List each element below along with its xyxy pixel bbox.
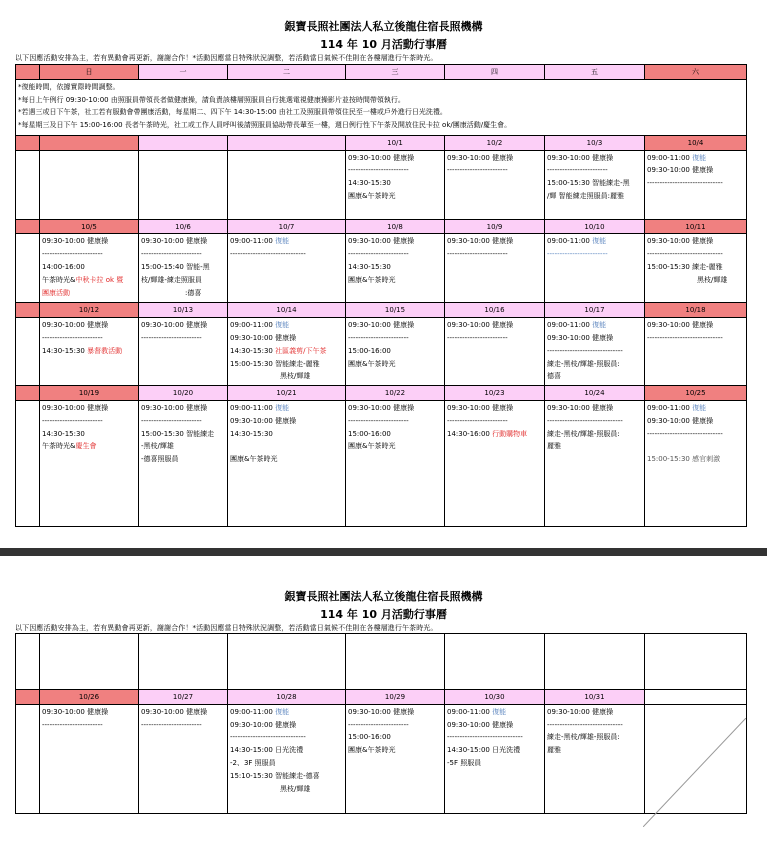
weekday-thu: 四 [445, 65, 545, 80]
event-line: 09:00-11:00 復能 [647, 403, 707, 412]
event-line: ------------------------ [547, 250, 608, 259]
date-cell: 10/5 [40, 219, 139, 234]
events-row [16, 318, 747, 386]
day-cell [139, 318, 228, 386]
event-line: 09:30-10:00 健康操 [447, 720, 514, 729]
date-cell: 10/12 [40, 303, 139, 318]
date-cell: 10/19 [40, 386, 139, 401]
date-cell: 10/16 [445, 303, 545, 318]
date-cell: 10/7 [228, 219, 346, 234]
event-line: ------------------------------ [547, 416, 623, 425]
event-line: ------------------------------ [230, 733, 306, 742]
event-line: 09:30-10:00 健康操 [348, 321, 415, 330]
event-line: 團康活動 [42, 288, 70, 297]
event-line: -德喜照服員 [141, 455, 179, 464]
day-cell [40, 400, 139, 526]
date-row [16, 135, 747, 150]
event-line: 14:30-15:30 [42, 429, 85, 438]
event-line: 團康&午茶時光 [348, 359, 396, 368]
day-cell [545, 400, 645, 526]
event-line: 15:00-15:30 感官刺激 [647, 455, 721, 464]
day-cell [445, 234, 545, 303]
event-line: ------------------------ [348, 166, 409, 175]
event-line: 09:00-11:00 復能 [547, 237, 607, 246]
date-cell: 10/9 [445, 219, 545, 234]
event-line: 14:30-15:30 暴督教活動 [42, 346, 123, 355]
event-line: 09:30-10:00 健康操 [230, 720, 297, 729]
org-title: 銀寶長照社團法人私立後龍住宿長照機構 [284, 20, 483, 33]
event-line: 14:30-15:30 [348, 262, 391, 271]
event-line: ------------------------ [141, 720, 202, 729]
event-line: 09:30-10:00 健康操 [447, 403, 514, 412]
event-line: -黑枝/輝雄 [141, 442, 174, 451]
calendar-table-page1 [15, 64, 747, 527]
event-line: 09:30-10:00 健康操 [230, 416, 297, 425]
event-line: 15:00-15:40 智能-黑 [141, 262, 210, 271]
event-line: ------------------------------ [647, 333, 723, 342]
event-line: 09:30-10:00 健康操 [647, 237, 714, 246]
event-line: 14:30-15:30 [348, 179, 391, 188]
date-cell [228, 135, 346, 150]
event-line: ------------------------ [447, 416, 508, 425]
event-line: 09:30-10:00 健康操 [230, 333, 297, 342]
event-line [647, 440, 744, 453]
event-line: 團康&午茶時光 [230, 455, 278, 464]
day-cell [645, 234, 747, 303]
day-cell [228, 234, 346, 303]
day-cell [545, 234, 645, 303]
event-line: 09:00-11:00 復能 [230, 403, 290, 412]
event-line: ------------------------ [141, 333, 202, 342]
weekday-fri: 五 [545, 65, 645, 80]
event-line: ------------------------------ [447, 733, 523, 742]
event-line: 09:30-10:00 健康操 [348, 237, 415, 246]
day-cell [346, 150, 445, 219]
event-line: ------------------------ [42, 720, 103, 729]
event-line: 09:30-10:00 健康操 [547, 153, 614, 162]
day-cell [228, 150, 346, 219]
event-line: 09:30-10:00 健康操 [348, 707, 415, 716]
event-line: -2、3F 照服員 [230, 758, 276, 767]
date-cell: 10/21 [228, 386, 346, 401]
weekday-header-row [16, 65, 747, 80]
events-row [16, 234, 747, 303]
weekday-sat: 六 [645, 65, 747, 80]
event-line: 09:00-11:00 復能 [230, 707, 290, 716]
date-cell: 10/6 [139, 219, 228, 234]
date-cell: 10/30 [445, 690, 545, 705]
date-cell: 10/13 [139, 303, 228, 318]
event-line: ------------------------ [447, 250, 508, 259]
event-line: 黑枝/輝雄 [280, 784, 311, 793]
event-line: 09:30-10:00 健康操 [447, 153, 514, 162]
note-line: *每星期三及日下午 15:00-16:00 長者午茶時光，社工或工作人員呼叫後請照服員協助帶長輩至一樓，週日例行性下午茶及開放住民卡拉 ok/團康活動/慶生會。 [18, 121, 512, 130]
event-line: ------------------------ [42, 333, 103, 342]
event-line: ------------------------------ [647, 179, 723, 188]
event-line: 15:00-15:30 練走-麗雅 [647, 262, 723, 271]
event-line: 午茶時光&中秋卡拉 ok 暨 [42, 275, 124, 284]
event-line: 15:00-15:30 智能練走-麗雅 [230, 359, 320, 368]
date-cell: 10/14 [228, 303, 346, 318]
event-line: ------------------------ [447, 333, 508, 342]
event-line: ------------------------------ [230, 250, 306, 259]
date-cell [40, 135, 139, 150]
weekday-mon: 一 [139, 65, 228, 80]
event-line: 麗雅 [547, 746, 561, 755]
event-line: 09:30-10:00 健康操 [42, 403, 109, 412]
event-line: ------------------------ [447, 166, 508, 175]
date-cell: 10/24 [545, 386, 645, 401]
event-line: 15:00-16:00 [348, 346, 391, 355]
date-cell: 10/1 [346, 135, 445, 150]
day-cell [445, 400, 545, 526]
event-line: 09:00-11:00 復能 [230, 237, 290, 246]
event-line: 麗雅 [547, 442, 561, 451]
event-line: 09:00-11:00 復能 [447, 707, 507, 716]
day-cell [346, 234, 445, 303]
event-line: 團康&午茶時光 [348, 442, 396, 451]
event-line: ------------------------------ [547, 346, 623, 355]
event-line: ------------------------ [547, 166, 608, 175]
event-line: 09:30-10:00 健康操 [141, 707, 208, 716]
date-row [16, 690, 747, 705]
date-row [16, 219, 747, 234]
event-line: 09:30-10:00 健康操 [141, 321, 208, 330]
day-cell [346, 704, 445, 813]
note-line: *每日上午例行 09:30-10:00 由照服員帶領長者做健康操，請負責該樓層照服員自行挑選電視健康操影片並按時間帶領執行。 [18, 95, 405, 104]
event-line: 午茶時光&慶生會 [42, 442, 97, 451]
event-line: ------------------------ [348, 416, 409, 425]
date-cell: 10/27 [139, 690, 228, 705]
date-cell: 10/2 [445, 135, 545, 150]
event-line: 黑枝/輝雄 [697, 275, 728, 284]
day-cell [645, 400, 747, 526]
event-line: ------------------------ [141, 416, 202, 425]
event-line: 枝/輝雄-練走照服員 [141, 275, 202, 284]
note-line: *復能時間，依據實際時間調整。 [18, 82, 120, 91]
date-cell: 10/4 [645, 135, 747, 150]
event-line: 09:30-10:00 健康操 [141, 237, 208, 246]
event-line: ------------------------------ [547, 720, 623, 729]
date-cell: 10/20 [139, 386, 228, 401]
top-note-page2: 以下因應活動安排為主，若有異動會再更新，謝謝合作！*活動因應當日特殊狀況調整，若活動當日氣候不佳則在各樓層進行午茶時光。 [15, 624, 438, 632]
event-line: 09:30-10:00 健康操 [348, 153, 415, 162]
event-line [230, 440, 343, 453]
date-cell: 10/10 [545, 219, 645, 234]
day-cell [139, 704, 228, 813]
event-line: 09:30-10:00 健康操 [42, 707, 109, 716]
event-line: 09:00-11:00 復能 [230, 321, 290, 330]
event-line: 練走-黑枝/輝雄-照服員: [547, 429, 620, 438]
event-line: 15:00-16:00 [348, 733, 391, 742]
event-line: ------------------------ [348, 250, 409, 259]
day-cell [40, 318, 139, 386]
date-cell: 10/22 [346, 386, 445, 401]
event-line: 14:30-15:00 日光洗禮 [447, 746, 521, 755]
day-cell [445, 150, 545, 219]
day-cell [40, 704, 139, 813]
event-line: 黑枝/輝雄 [280, 372, 311, 381]
event-line: 09:30-10:00 健康操 [647, 416, 714, 425]
day-cell [228, 400, 346, 526]
page-separator [0, 548, 767, 556]
event-line: 09:30-10:00 健康操 [447, 321, 514, 330]
event-line: 團康&午茶時光 [348, 191, 396, 200]
notes-row [16, 79, 747, 135]
events-row [16, 704, 747, 813]
event-line: ------------------------ [348, 720, 409, 729]
event-line: 09:30-10:00 健康操 [647, 321, 714, 330]
event-line: 09:30-10:00 健康操 [348, 403, 415, 412]
event-line: :德喜 [185, 288, 202, 297]
empty-cell-diagonal [643, 718, 746, 827]
event-line: 德喜 [547, 372, 561, 381]
day-cell [139, 234, 228, 303]
date-cell: 10/18 [645, 303, 747, 318]
month-title: 114 年 10 月活動行事曆 [320, 38, 447, 51]
event-line: 09:30-10:00 健康操 [647, 166, 714, 175]
event-line: 15:00-15:30 智能練走 [141, 429, 215, 438]
day-cell [40, 150, 139, 219]
events-row [16, 400, 747, 526]
event-line: 09:30-10:00 健康操 [547, 333, 614, 342]
event-line: ------------------------------ [647, 429, 723, 438]
event-line: 14:30-15:00 日光洗禮 [230, 746, 304, 755]
event-line: 14:30-15:30 [230, 429, 273, 438]
date-cell: 10/29 [346, 690, 445, 705]
month-title-page2: 114 年 10 月活動行事曆 [320, 608, 447, 621]
event-line: 09:30-10:00 健康操 [141, 403, 208, 412]
event-line: 練走-黑枝/輝雄-照服員: [547, 733, 620, 742]
day-cell [139, 400, 228, 526]
day-cell [645, 150, 747, 219]
event-line: 09:30-10:00 健康操 [42, 321, 109, 330]
event-line: 14:00-16:00 [42, 262, 85, 271]
event-line: 09:30-10:00 健康操 [42, 237, 109, 246]
event-line: ------------------------ [42, 416, 103, 425]
day-cell [139, 150, 228, 219]
event-line: -5F 照服員 [447, 758, 482, 767]
event-line: ------------------------------ [647, 250, 723, 259]
day-cell [645, 318, 747, 386]
date-cell: 10/31 [545, 690, 645, 705]
event-line: 09:30-10:00 健康操 [547, 707, 614, 716]
calendar-table-page2 [15, 633, 747, 814]
day-cell [545, 704, 645, 813]
date-cell [645, 690, 747, 705]
event-line: ------------------------ [348, 333, 409, 342]
event-line: 14:30-15:30 社區義剪/下午茶 [230, 346, 327, 355]
org-title-page2: 銀寶長照社團法人私立後龍住宿長照機構 [284, 590, 483, 603]
event-line: 09:00-11:00 復能 [647, 153, 707, 162]
event-line: 09:00-11:00 復能 [547, 321, 607, 330]
notes-cell [16, 79, 747, 135]
date-cell [139, 135, 228, 150]
day-cell [40, 234, 139, 303]
day-cell [445, 318, 545, 386]
weekday-blank [16, 65, 40, 80]
day-cell [228, 704, 346, 813]
event-line: 14:30-16:00 行動購物車 [447, 429, 528, 438]
day-cell [545, 150, 645, 219]
day-cell [346, 318, 445, 386]
event-line: 15:00-15:30 智能練走-黑 [547, 179, 630, 188]
date-cell: 10/28 [228, 690, 346, 705]
event-line: 09:30-10:00 健康操 [447, 237, 514, 246]
event-line: 09:30-10:00 健康操 [547, 403, 614, 412]
day-cell [445, 704, 545, 813]
date-cell: 10/26 [40, 690, 139, 705]
event-line: 練走-黑枝/輝雄-照服員: [547, 359, 620, 368]
events-row [16, 150, 747, 219]
date-cell: 10/11 [645, 219, 747, 234]
note-line: *若遇三或日下午茶，社工若有服動會帶團康活動，每星期二、四下午 14:30-15:00 由社工及照服員帶領住民至一樓或戶外進行日光洗禮。 [18, 108, 447, 117]
event-line: 團康&午茶時光 [348, 275, 396, 284]
weekday-wed: 三 [346, 65, 445, 80]
date-cell: 10/15 [346, 303, 445, 318]
event-line: /輝 智能練走照服員:麗雅 [547, 191, 624, 200]
weekday-sun: 日 [40, 65, 139, 80]
event-line: ------------------------ [141, 250, 202, 259]
date-cell: 10/23 [445, 386, 545, 401]
date-cell: 10/3 [545, 135, 645, 150]
event-line: 15:00-16:00 [348, 429, 391, 438]
day-cell [228, 318, 346, 386]
day-cell [346, 400, 445, 526]
date-cell: 10/17 [545, 303, 645, 318]
weekday-tue: 二 [228, 65, 346, 80]
date-cell: 10/25 [645, 386, 747, 401]
day-cell [545, 318, 645, 386]
event-line: 15:10-15:30 智能練走-德喜 [230, 771, 320, 780]
date-row [16, 303, 747, 318]
date-cell: 10/8 [346, 219, 445, 234]
top-note: 以下因應活動安排為主，若有異動會再更新，謝謝合作！*活動因應當日特殊狀況調整，若活動當日氣候不佳則在各樓層進行午茶時光。 [15, 54, 438, 62]
event-line: ------------------------ [42, 250, 103, 259]
date-row [16, 386, 747, 401]
event-line: 團康&午茶時光 [348, 746, 396, 755]
blank-row [16, 634, 747, 690]
